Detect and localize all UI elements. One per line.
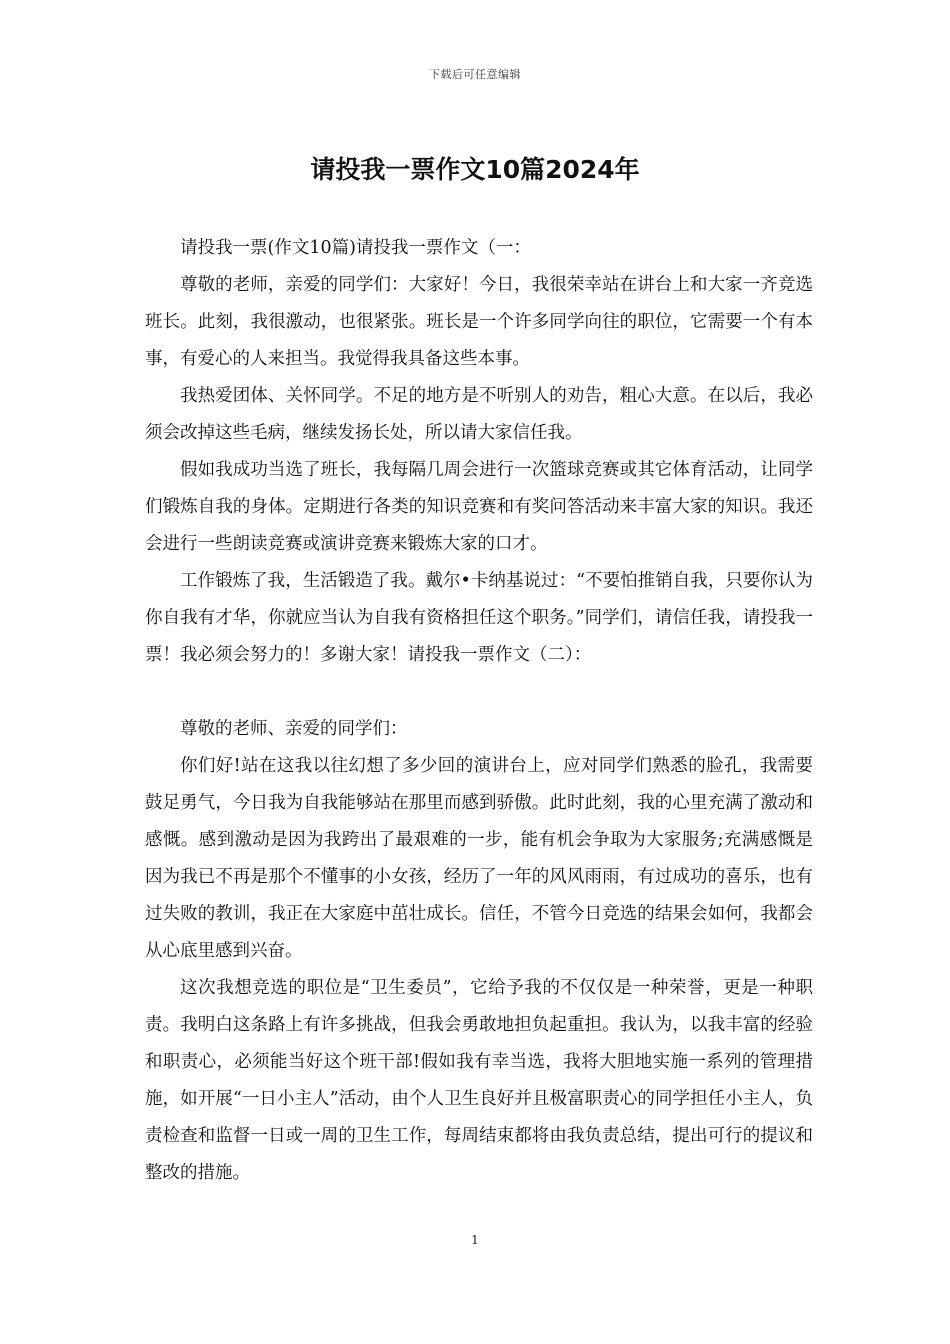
paragraph: 你们好!站在这我以往幻想了多少回的演讲台上，应对同学们熟悉的脸孔，我需要鼓足勇气，今日我为自我能够站在那里而感到骄傲。此时此刻，我的心里充满了激动和感慨。感到激动是因为我跨出了最艰难的一步，能有机会争取为大家服务;充满感慨是因为我已不再是那个不懂事的小女孩，经历了一年的风风雨雨，有过成功的喜乐，也有过失败的教训，我正在大家庭中茁壮成长。信任，不管今日竞选的结果会如何，我都会从心底里感到兴奋。 <box>145 756 813 961</box>
document-title: 请投我一票作文10篇2024年 <box>310 155 640 184</box>
paragraph: 这次我想竞选的职位是“卫生委员”，它给予我的不仅仅是一种荣誉，更是一种职责。我明白这条路上有许多挑战，但我会勇敢地担负起重担。我认为，以我丰富的经验和职责心，必须能当好这个班干部!假如我有幸当选，我将大胆地实施一系列的管理措施，如开展“一日小主人”活动，由个人卫生良好并且极富职责心的同学担任小主人，负责检查和监督一日或一周的卫生工作，每周结束都将由我负责总结，提出可行的提议和整改的措施。 <box>145 978 813 1183</box>
header-note: 下载后可任意编辑 <box>429 68 521 81</box>
document-body <box>145 230 813 1192</box>
page-number: 1 <box>471 1233 479 1247</box>
paragraph-intro: 请投我一票(作文10篇)请投我一票作文（一： <box>180 238 531 258</box>
paragraph: 尊敬的老师，亲爱的同学们：大家好！今日，我很荣幸站在讲台上和大家一齐竞选班长。此刻，我很激动，也很紧张。班长是一个许多同学向往的职位，它需要一个有本事，有爱心的人来担当。我觉得我具备这些本事。 <box>145 275 813 369</box>
paragraph: 假如我成功当选了班长，我每隔几周会进行一次篮球竞赛或其它体育活动，让同学们锻炼自我的身体。定期进行各类的知识竞赛和有奖问答活动来丰富大家的知识。我还会进行一些朗读竞赛或演讲竞赛来锻炼大家的口才。 <box>145 460 813 554</box>
paragraph-spacer <box>145 674 813 711</box>
paragraph: 我热爱团体、关怀同学。不足的地方是不听别人的劝告，粗心大意。在以后，我必须会改掉这些毛病，继续发扬长处，所以请大家信任我。 <box>145 386 813 443</box>
paragraph-salutation: 尊敬的老师、亲爱的同学们： <box>180 719 408 739</box>
paragraph: 工作锻炼了我，生活锻造了我。戴尔•卡纳基说过：“不要怕推销自我，只要你认为你自我有才华，你就应当认为自我有资格担任这个职务。”同学们，请信任我，请投我一票！我必须会努力的！多谢大家！请投我一票作文（二）： <box>145 571 813 665</box>
